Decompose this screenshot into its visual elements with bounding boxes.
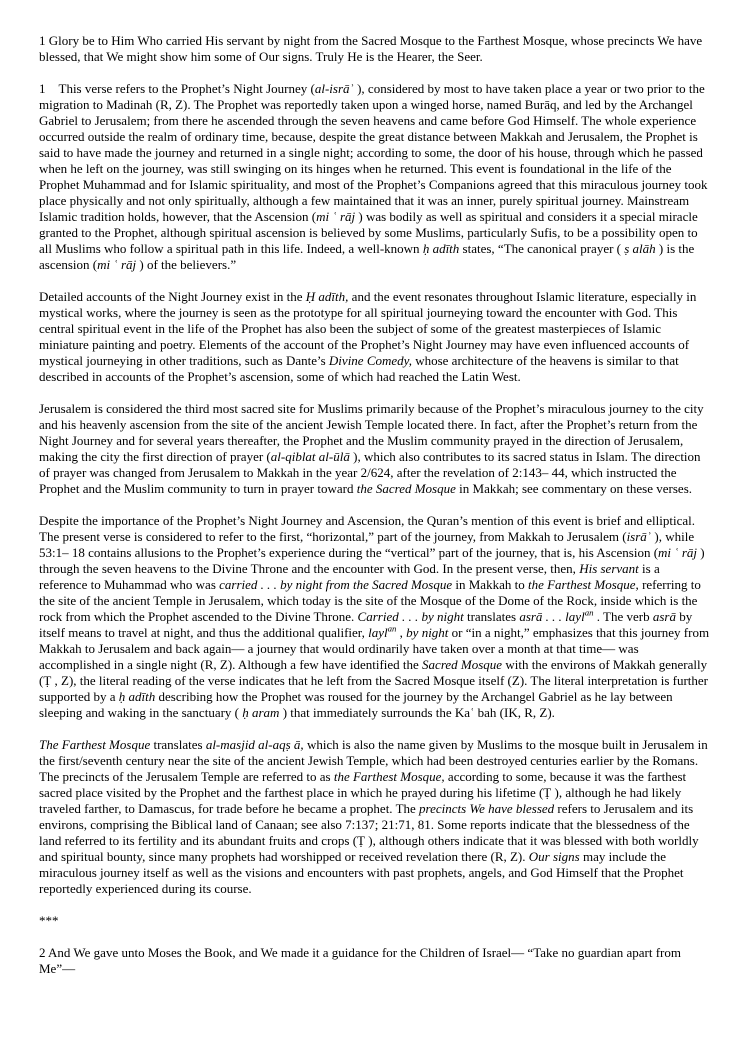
commentary-paragraph-night-journey-detail: Despite the importance of the Prophet’s Night Journey and Ascension, the Quran’s mention of this event is brief and elliptical. The present verse is considered to refer to the first, “horizontal,” part of the journey, from Makkah to Jerusalem (isrāʾ ), while 53:1– 18 contains allusions to the Prophet’s experience during the “vertical” part of the journey, that is, his Ascension (mi ʿ rāj ) through the seven heavens to the Divine Throne and the encounter with God. In the present verse, then, His servant is a reference to Muhammad who was carried . . . by night from the Sacred Mosque in Makkah to the Farthest Mosque, referring to the site of the ancient Temple in Jerusalem, which today is the site of the Mosque of the Dome of the Rock, inside which is the rock from which the Prophet ascended to the Divine Throne. Carried . . . by night translates asrā . . . layl$^{an}$ . The verb asrā by itself means to travel at night, and thus the additional qualifier, layl$^{an}$ , by night or “in a night,” emphasizes that this journey from Makkah to Jerusalem and back again— a journey that would ordinarily have taken over a month at that time— was accomplished in a single night (R, Z). Although a few have identified the Sacred Mosque with the environs of Makkah generally (Ṭ , Z), the literal reading of the verse indicates that he left from the Sacred Mosque itself (Z). The literal interpretation is further supported by a ḥ adīth describing how the Prophet was roused for the journey by the Archangel Gabriel as he lay between sleeping and waking in the sanctuary ( ḥ aram ) that immediately surrounds the Kaʿ bah (IK, R, Z).	[39, 513, 710, 720]
verse-2-translation: 2 And We gave unto Moses the Book, and We made it a guidance for the Children of Israel— “Take no guardian apart from Me”—	[39, 945, 681, 976]
commentary-paragraph-farthest-mosque: The Farthest Mosque translates al-masjid al-aqṣ ā, which is also the name given by Muslims to the mosque built in Jerusalem in the first/seventh century near the site of the ancient Jewish Temple, which had been destroyed centuries earlier by the Romans. The precincts of the Jerusalem Temple are referred to as the Farthest Mosque, according to some, because it was the farthest sacred place visited by the Prophet and the farthest place in which he prayed during his lifetime (Ṭ ), although he had likely traveled farther, to Damascus, for trade before he became a prophet. The precincts We have blessed refers to Jerusalem and its environs, comprising the Biblical land of Canaan; see also 7:137; 21:71, 81. Some reports indicate that the blessedness of the land referred to its fertility and its abundant fruits and crops (Ṭ ), although others indicate that it was blessed with both worldly and spiritual bounty, since many prophets had worshipped or received revelation there (R, Z). Our signs may include the miraculous journey itself as well as the visions and encounters with past prophets, angels, and God Himself that the Prophet reportedly experienced during its course.	[39, 737, 708, 896]
commentary-paragraph-jerusalem: Jerusalem is considered the third most sacred site for Muslims primarily because of the Prophet’s miraculous journey to the city and his heavenly ascension from the site of the ancient Jewish Temple located there. In fact, after the Prophet’s return from the Night Journey and for several years thereafter, the Prophet and the Muslim community prayed in the direction of Jerusalem, making the city the first direction of prayer (al-qiblat al-ūlā ), which also contributes to its sacred status in Islam. The direction of prayer was changed from Jerusalem to Makkah in the year 2/624, after the revelation of 2:143– 44, which instructed the Prophet and the Muslim community to turn in prayer toward the Sacred Mosque in Makkah; see commentary on these verses.	[39, 401, 704, 496]
commentary-paragraph-hadith-literature: Detailed accounts of the Night Journey exist in the Ḥ adīth, and the event resonates throughout Islamic literature, especially in mystical works, where the journey is seen as the prototype for all spiritual journeying toward the encounter with God. This central spiritual event in the life of the Prophet has also been the subject of some of the greatest masterpieces of Islamic miniature painting and poetry. Elements of the account of the Prophet’s Night Journey may have even influenced accounts of mystical journeying in other traditions, such as Dante’s Divine Comedy, whose architecture of the heavens is similar to that described in accounts of the Prophet’s ascension, some of which had reached the Latin West.	[39, 289, 697, 384]
commentary-paragraph-verse-1: 1 This verse refers to the Prophet’s Night Journey (al-isrāʾ ), considered by most to have taken place a year or two prior to the migration to Madinah (R, Z). The Prophet was reportedly taken upon a winged horse, named Burāq, and led by the Archangel Gabriel to Jerusalem; from there he ascended through the seven heavens and came before God Himself. The whole experience occurred outside the realm of ordinary time, because, despite the great distance between Makkah and Jerusalem, the Prophet is said to have made the journey and returned in a single night; according to some, the door of his house, through which he passed when he left on the journey, was still swinging on its hinges when he returned. This event is foundational in the life of the Prophet Muhammad and for Islamic spirituality, and most of the Prophet’s Companions agreed that this miraculous journey took place physically and not only spiritually, although a few maintained that it was an inner, purely spiritual journey. Mainstream Islamic tradition holds, however, that the Ascension (mi ʿ rāj ) was bodily as well as spiritual and considers it a special miracle granted to the Prophet, although spiritual ascension is believed by some Muslims, particularly Sufis, to be a possibility open to all Muslims who follow a spiritual path in this life. Indeed, a well-known ḥ adīth states, “The canonical prayer ( ṣ alāh ) is the ascension (mi ʿ rāj ) of the believers.”	[39, 81, 708, 272]
section-separator: ***	[39, 913, 59, 928]
verse-1-translation: 1 Glory be to Him Who carried His servant by night from the Sacred Mosque to the Farthest Mosque, whose precincts We have blessed, that We might show him some of Our signs. Truly He is the Hearer, the Seer.	[39, 33, 703, 64]
